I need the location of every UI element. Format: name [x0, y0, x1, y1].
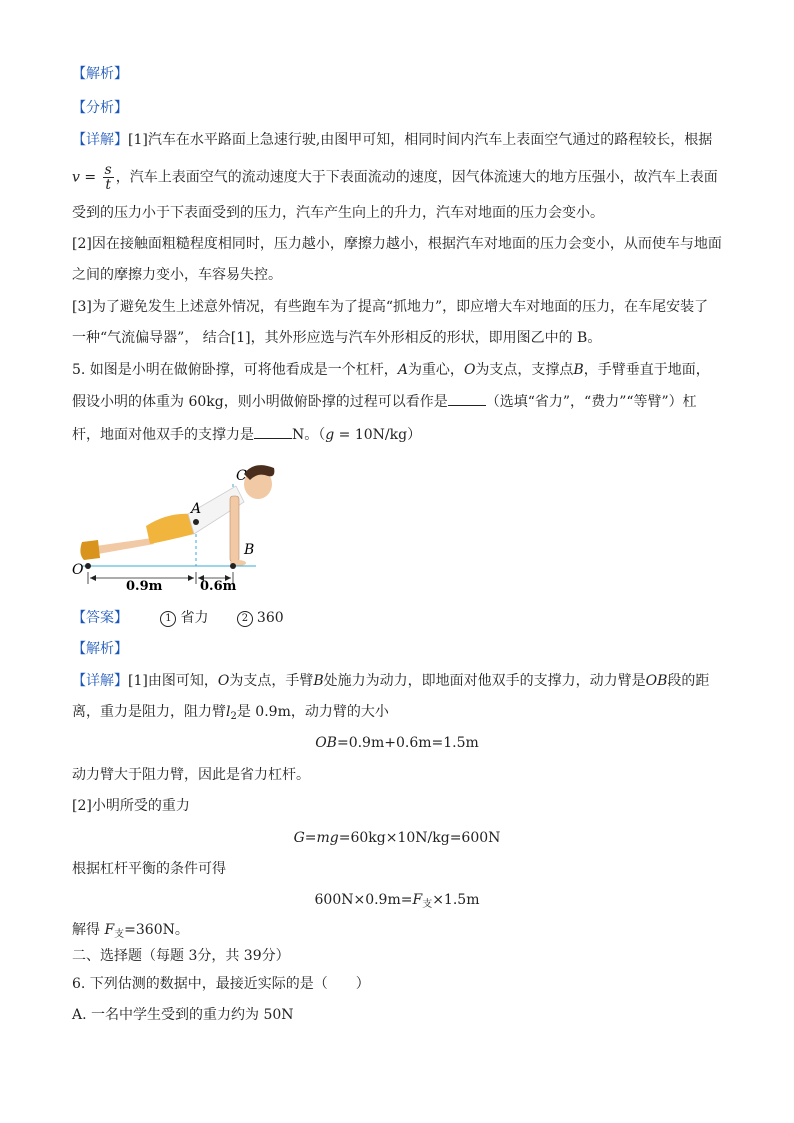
detail-tag-1: 【详解】	[72, 132, 128, 148]
label-b: B	[244, 542, 255, 558]
answer-line	[72, 608, 284, 628]
arm-shape	[230, 496, 239, 562]
equation-3: $600N\times 0.9m=F_支\times 1.5m$	[314, 892, 480, 910]
q5-line-3: 杆，地面对他双手的支撑力是 N。（g = 10N/kg）	[72, 424, 421, 445]
analysis-heading-2: 【解析】	[72, 641, 128, 657]
shoe-shape	[80, 540, 100, 560]
answer-2: 360	[256, 610, 284, 626]
point-a	[193, 519, 199, 525]
question-6: 6. 下列估测的数据中，最接近实际的是（ ）	[72, 976, 370, 992]
point-o	[85, 563, 91, 569]
q5-detail-line-2: 离，重力是阻力，阻力臂$l_2$是 0.9m，动力臂的大小	[72, 704, 389, 722]
label-c: C	[236, 468, 247, 484]
equation-1: OB=0.9m+0.6m=1.5m	[315, 735, 479, 751]
q5-line-1: 5. 如图是小明在做俯卧撑，可将他看成是一个杠杆，A为重心，O为支点，支撑点B，手臂垂直于地面，	[72, 362, 710, 378]
answer-number-2: 2	[237, 611, 253, 627]
answer-blank-2	[254, 424, 292, 439]
q5-detail-line-3: 动力臂大于阻力臂，因此是省力杠杆。	[72, 767, 310, 783]
point-b	[230, 563, 236, 569]
pushup-figure	[68, 462, 298, 594]
part-2-title: 二、选择题（每题 3分，共 39分）	[72, 948, 290, 964]
answer-number-1: 1	[160, 611, 176, 627]
answer-blank-1	[448, 391, 486, 406]
p4-line-6: [3]为了避免发生上述意外情况，有些跑车为了提高“抓地力”，即应增大车对地面的压力，在车尾安装了	[72, 299, 709, 315]
question-6-option-a: A. 一名中学生受到的重力约为 50N	[72, 1007, 294, 1023]
label-a: A	[191, 501, 202, 517]
p4-line-7: 一种“气流偏导器”， 结合[1]，其外形应选与汽车外形相反的形状，即用图乙中的 B。	[72, 330, 602, 346]
equation-2: G=mg=60kg×10N/kg=600N	[293, 830, 501, 846]
q5-line-2: 假设小明的体重为 60kg，则小明做俯卧撑的过程可以看作是 （选填“省力”，“费力”“等臂”）杠	[72, 391, 697, 412]
analysis-heading-1: 【解析】	[72, 66, 128, 82]
answer-tag: 【答案】	[72, 610, 128, 626]
speed-formula-lhs: v =	[72, 169, 97, 186]
fenxi-heading: 【分析】	[72, 100, 128, 116]
shorts-shape	[146, 514, 194, 544]
q5-detail-line-4: [2]小明所受的重力	[72, 798, 190, 814]
answer-1: 省力	[180, 610, 209, 626]
q5-detail-line-5: 根据杠杆平衡的条件可得	[72, 861, 226, 877]
distance-label-2: 0.6m	[200, 579, 237, 594]
label-o: O	[72, 562, 84, 578]
p4-line-4: [2]因在接触面粗糙程度相同时，压力越小，摩擦力越小，根据汽车对地面的压力会变小，从而使车与地面	[72, 236, 722, 252]
p4-line-2: v = $\frac{s}{t}$ ，汽车上表面空气的流动速度大于下表面流动的速度，因气体流速大的地方压强小，故汽车上表面	[72, 162, 718, 193]
p4-line-3: 受到的压力小于下表面受到的压力，汽车产生向上的升力，汽车对地面的压力会变小。	[72, 205, 604, 221]
q5-detail-line-1: 【详解】[1]由图可知，O为支点，手臂B处施力为动力，即地面对他双手的支撑力，动力臂是OB段的距	[72, 673, 710, 689]
speed-fraction: $\frac{s}{t}$	[104, 162, 112, 193]
q5-detail-line-6: 解得 $F_支=360N$。	[72, 922, 189, 940]
p4-line-1: 【详解】[1]汽车在水平路面上急速行驶,由图甲可知，相同时间内汽车上表面空气通过的路程较长，根据	[72, 132, 713, 148]
distance-label-1: 0.9m	[126, 579, 163, 594]
p4-line-5: 之间的摩擦力变小，车容易失控。	[72, 267, 282, 283]
legs-shape	[96, 538, 154, 554]
